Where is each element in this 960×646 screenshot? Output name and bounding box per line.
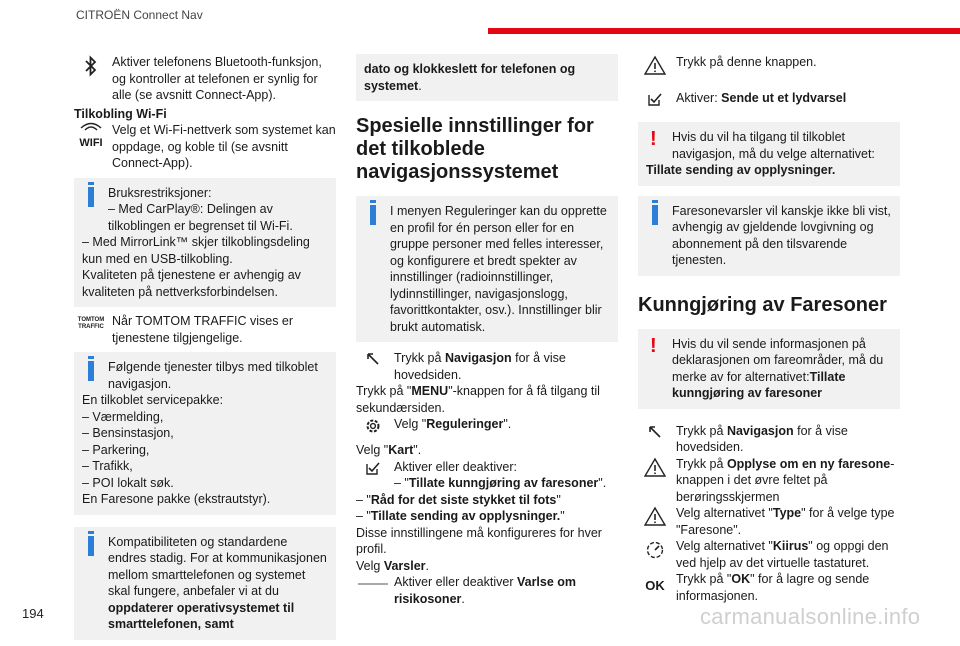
checkbox-icon	[356, 460, 390, 480]
column-2	[356, 54, 618, 607]
h-s1a: Trykk på	[676, 423, 727, 438]
step-speed	[638, 538, 900, 571]
s7b: Tillate sending av opplysninger.	[370, 509, 561, 523]
page-number: 194	[22, 606, 44, 621]
s1a: Trykk på	[394, 351, 445, 365]
h-s3a: Velg alternativet "	[676, 506, 773, 520]
ok-icon: OK	[645, 578, 665, 593]
step-type	[638, 505, 900, 538]
step-alerts	[356, 558, 618, 575]
h-s1c: for å vise hovedsiden.	[676, 423, 848, 454]
step-ok	[638, 571, 900, 604]
toggle-line-icon	[356, 575, 390, 591]
s9a: Velg	[356, 558, 384, 573]
s6b: Råd for det siste stykket til fots	[370, 492, 557, 507]
profile-note: Disse innstillingene må konfigureres for hver profil.	[356, 525, 602, 556]
bluetooth-paragraph	[74, 54, 336, 104]
h-s5b: OK	[731, 572, 751, 586]
navigation-arrow-icon	[356, 351, 390, 371]
tomtom-paragraph	[74, 313, 336, 346]
column-1	[74, 54, 336, 646]
s1b: Navigasjon	[444, 351, 512, 365]
wifi-icon	[74, 120, 108, 149]
s5c: Tillate kunngjøring av faresoner	[408, 476, 599, 490]
note-line-1: Bruksrestriksjoner:	[108, 185, 212, 200]
tomtom-text: Når TOMTOM TRAFFIC vises er tjenestene tilgjengelige.	[112, 314, 294, 345]
note-hazard-alerts	[638, 196, 900, 276]
h-s3b: Type	[772, 506, 802, 520]
s9b: Varsler	[383, 558, 426, 573]
note-compatibility	[74, 527, 336, 640]
compat-text: Kompatibiliteten og standardene endres stadig. For at kommunikasjonen mellom smarttelefonen og systemet skal fungere, anbefaler vi at du	[108, 534, 327, 598]
h-s2a: Trykk på	[676, 456, 727, 471]
h-s1b: Navigasjon	[726, 423, 794, 438]
s2b: MENU	[411, 384, 449, 398]
s10b: Varlse om risikosoner	[394, 575, 577, 606]
option-walking	[356, 492, 618, 509]
s4b: Kart	[388, 443, 414, 457]
info-icon	[88, 536, 94, 556]
exclamation-icon: !	[650, 334, 657, 357]
s10c: .	[461, 591, 465, 606]
t2a: Aktiver:	[676, 91, 722, 105]
h-s5c: " for å lagre og sende informasjonen.	[676, 572, 870, 603]
compat-bold: oppdaterer operativsystemet til smarttelefonen, samt	[108, 600, 295, 631]
header-accent-bar	[488, 28, 960, 34]
s5a: Aktiver eller deaktiver:	[394, 459, 517, 474]
info-icon	[370, 205, 376, 225]
option-sending	[356, 508, 618, 525]
s1c: for å vise hovedsiden.	[394, 351, 566, 382]
watermark: carmanualsonline.info	[700, 604, 921, 629]
note-services	[74, 352, 336, 515]
running-header: CITROËN Connect Nav	[76, 8, 203, 22]
gear-icon	[356, 417, 390, 439]
s3a: Velg "	[394, 417, 427, 431]
s2a: Trykk på "	[356, 384, 412, 398]
warning-hazard-report	[638, 329, 900, 409]
bluetooth-icon	[74, 55, 108, 81]
section-heading-hazard: Kunngjøring av Faresoner	[638, 293, 887, 316]
s9c: .	[425, 558, 430, 573]
t2b: Sende ut et lydvarsel	[721, 91, 847, 105]
wifi-heading: Tilkobling Wi-Fi	[74, 106, 167, 121]
info-icon	[88, 361, 94, 381]
tomtom-traffic-icon: TOMTOM TRAFFIC	[77, 317, 105, 330]
checkbox-icon	[638, 91, 672, 111]
services-line-5: – Parkering,	[82, 442, 150, 457]
warn1a: Hvis du vil ha tilgang til tilkoblet navigasjon, må du velge alternativet:	[672, 130, 875, 161]
services-line-4: – Bensinstasjon,	[82, 426, 174, 440]
hazard-note-text: Faresonevarsler vil kanskje ikke bli vist, avhengig av gjeldende lovgivning og abonnement på den tilsvarende tjenesten.	[672, 203, 891, 267]
services-line-3: – Værmelding,	[82, 409, 164, 424]
wifi-icon-label: WIFI	[79, 137, 103, 149]
info-icon	[88, 187, 94, 207]
wifi-paragraph	[74, 122, 336, 172]
s4a: Velg "	[356, 443, 389, 457]
note-line-3: – Med MirrorLink™ skjer tilkoblingsdeling kun med en USB-tilkobling.	[82, 235, 310, 266]
speedometer-icon	[638, 539, 672, 563]
s2c: "-knappen for å få tilgang til sekundærsiden.	[356, 384, 600, 415]
navigation-arrow-icon	[638, 424, 672, 444]
warn1b: Tillate sending av opplysninger.	[646, 163, 836, 177]
services-line-2: En tilkoblet servicepakke:	[82, 393, 224, 407]
s6c: "	[556, 492, 561, 507]
warning-triangle-icon	[638, 506, 672, 530]
note-restrictions	[74, 178, 336, 308]
h-s5a: Trykk på "	[676, 572, 732, 586]
step-risk-zones	[356, 574, 618, 607]
bluetooth-text: Aktiver telefonens Bluetooth-funksjon, og kontroller at telefonen er synlig for alle (se avsnitt Connect-App).	[112, 55, 322, 102]
h-s4c: " og oppgi den ved hjelp av det virtuelle tastaturet.	[676, 539, 889, 570]
h-s4b: Kiirus	[772, 539, 809, 553]
s10a: Aktiver eller deaktiver	[394, 575, 517, 589]
note-profiles	[356, 196, 618, 342]
warning-triangle-icon	[638, 55, 672, 79]
exclamation-icon: !	[650, 128, 657, 150]
step-toggle	[356, 459, 618, 492]
step-navigation	[356, 350, 618, 383]
services-line-1: Følgende tjenester tilbys med tilkoblet navigasjon.	[108, 360, 318, 391]
info-icon	[652, 205, 658, 225]
h-s2b: Opplyse om en ny faresone	[726, 456, 891, 471]
note-cont-end: .	[418, 78, 422, 93]
section-heading-settings: Spesielle innstillinger for det tilkoblede navigasjonssystemet	[356, 115, 594, 183]
note-continuation	[356, 54, 618, 101]
wifi-text: Velg et Wi-Fi-nettverk som systemet kan oppdage, og koble til (se avsnitt Connect-App).	[112, 123, 336, 170]
warn2a: Hvis du vil sende informasjonen på deklarasjonen om fareområder, må du merke av for alternativet:	[672, 336, 884, 384]
h-s2c: -knappen i det øvre feltet på berøringsskjermen	[676, 456, 895, 504]
warning-connected-nav	[638, 122, 900, 186]
column-3	[638, 54, 900, 604]
services-line-8: En Faresone pakke (ekstrautstyr).	[82, 492, 271, 506]
step-nav-hazard	[638, 423, 900, 456]
step-map	[356, 442, 618, 459]
h-s3c: " for å velge type "Faresone".	[676, 506, 895, 537]
s7c: "	[560, 509, 565, 523]
note-cont-bold: dato og klokkeslett for telefonen og systemet	[364, 62, 576, 93]
s3c: ".	[503, 417, 512, 431]
profiles-text: I menyen Reguleringer kan du opprette en profil for én person eller for en gruppe personer med felles interesser, og konfigurere et bredt spekter av innstillinger (radioinnstillinger, lydinnstillinger, navigasjonslogg, favorittkontakter, osv.). Innstillinger blir brukt automatisk.	[390, 204, 607, 334]
h-s4a: Velg alternativet "	[676, 539, 773, 553]
note-line-2: – Med CarPlay®: Delingen av tilkoblingen er begrenset til Wi-Fi.	[108, 202, 293, 233]
s7a: – "	[356, 509, 371, 523]
step-new-hazard	[638, 456, 900, 506]
step-menu	[356, 383, 618, 416]
step-sound-alert	[638, 90, 900, 114]
s3b: Reguleringer	[426, 417, 504, 431]
s6a: – "	[356, 492, 371, 507]
s5b: – "	[394, 476, 409, 490]
services-line-7: – POI lokalt søk.	[82, 475, 174, 490]
s4c: ".	[413, 443, 422, 457]
s5d: ".	[598, 476, 607, 490]
step-settings	[356, 416, 618, 438]
warn2b: Tillate kunngjøring av faresoner	[672, 369, 846, 400]
t1: Trykk på denne knappen.	[676, 55, 817, 69]
note-line-4: Kvaliteten på tjenestene er avhengig av kvaliteten på nettverksforbindelsen.	[82, 268, 301, 299]
step-press-button	[638, 54, 900, 84]
services-line-6: – Trafikk,	[82, 459, 133, 473]
warning-triangle-icon	[638, 457, 672, 481]
